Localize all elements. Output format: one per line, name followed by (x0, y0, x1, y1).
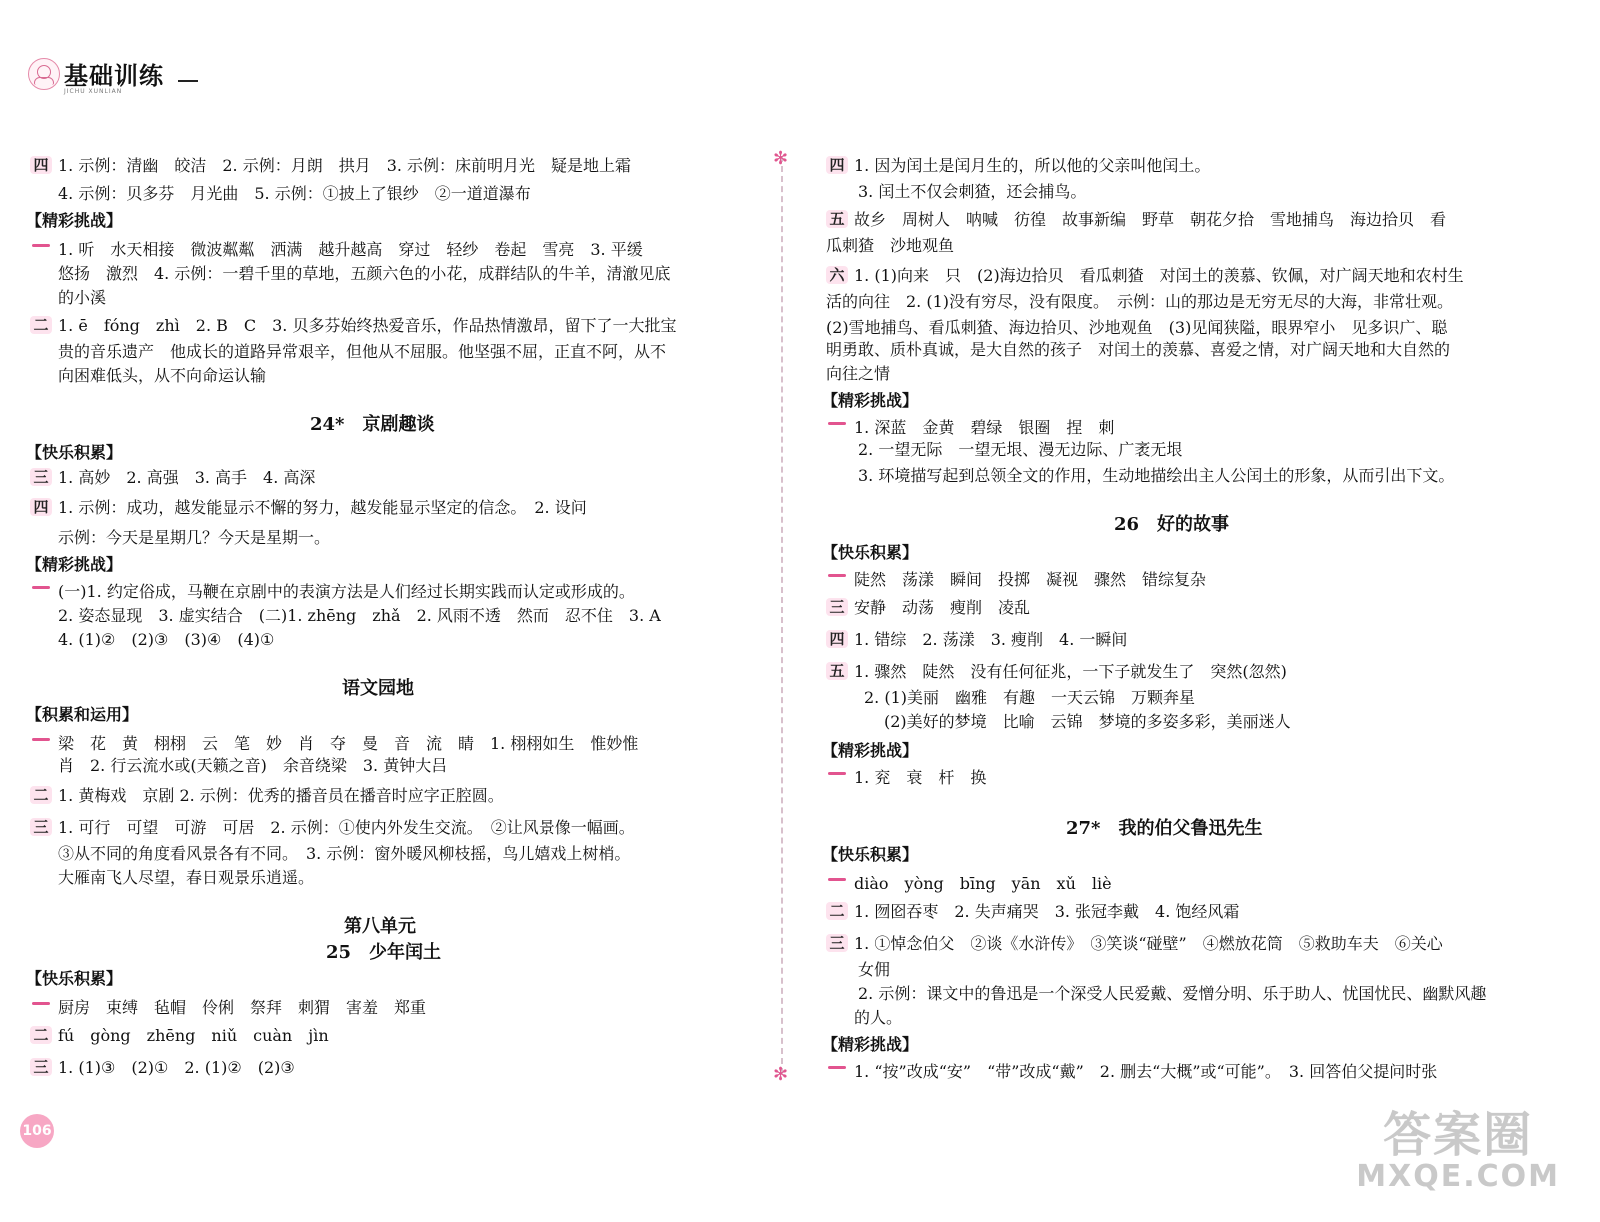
section-heading: 【精彩挑战】 (822, 1035, 919, 1054)
answer-line (826, 1058, 1437, 1082)
answer-text: 1. 可行 可望 可游 可居 2. 示例：①使内外发生交流。 ②让风景像一幅画。 (58, 818, 635, 837)
answer-text: 1. 高妙 2. 高强 3. 高手 4. 高深 (58, 468, 316, 487)
answer-text: 1. 示例：清幽 皎洁 2. 示例：月朗 拱月 3. 示例：床前明月光 疑是地上霜 (58, 156, 632, 175)
question-number-badge: 五 (826, 662, 848, 680)
answer-line (826, 210, 1446, 230)
question-number-badge (826, 1058, 848, 1076)
answer-line (858, 440, 1182, 460)
question-number-badge: 四 (30, 498, 52, 516)
answer-line (58, 366, 266, 386)
answer-text: 梁 花 黄 栩栩 云 笔 妙 肖 夺 曼 音 流 睛 1. 栩栩如生 惟妙惟 (58, 734, 639, 753)
answer-line (58, 528, 330, 548)
answer-line (826, 318, 1447, 338)
answer-text: 向往之情 (826, 364, 891, 383)
question-number-badge: 二 (30, 1026, 52, 1044)
answer-line (30, 786, 504, 806)
answer-line (826, 566, 1206, 590)
answer-line (58, 630, 274, 650)
answer-line (858, 182, 1086, 202)
lesson-title: 语文园地 (342, 678, 414, 699)
answer-line (884, 712, 1291, 732)
answer-text: 瓜刺猹 沙地观鱼 (826, 236, 955, 255)
answer-line (30, 468, 315, 488)
answer-text: 女佣 (858, 960, 891, 979)
answer-line (30, 1026, 329, 1046)
question-number-badge (826, 566, 848, 584)
answer-line (30, 578, 635, 602)
answer-text: (一)1. 约定俗成，马鞭在京剧中的表演方法是人们经过长期实践而认定或形成的。 (58, 582, 635, 601)
header-rule (178, 80, 198, 82)
answer-text: 1. (1)③ (2)① 2. (1)② (2)③ (58, 1058, 295, 1077)
lesson-title: 25 少年闰土 (326, 942, 442, 963)
answer-line (854, 1008, 902, 1028)
question-number-badge (30, 578, 52, 596)
question-number-badge: 三 (30, 1058, 52, 1076)
answer-text: 安静 动荡 瘦削 凌乱 (854, 598, 1031, 617)
question-number-badge: 六 (826, 266, 848, 284)
answer-text: 4. 示例：贝多芬 月光曲 5. 示例：①披上了银纱 ②一道道瀑布 (58, 184, 531, 203)
question-number-badge: 五 (826, 210, 848, 228)
answer-line (858, 984, 1486, 1004)
watermark: 答案圈 MXQE.COM (1356, 1107, 1560, 1194)
series-title: 基础训练 (64, 62, 164, 90)
answer-line (826, 902, 1239, 922)
answer-line (858, 466, 1454, 486)
answer-text: 2. (1)美丽 幽雅 有趣 一天云锦 万颗奔星 (864, 688, 1196, 707)
mascot-logo-icon (28, 58, 60, 90)
answer-text: 1. ē fóng zhì 2. B C 3. 贝多芬始终热爱音乐，作品热情激昂，留下了一大批宝 (58, 316, 677, 335)
question-number-badge: 三 (826, 934, 848, 952)
answer-text: 1. 黄梅戏 京剧 2. 示例：优秀的播音员在播音时应字正腔圆。 (58, 786, 504, 805)
section-heading: 【精彩挑战】 (822, 391, 919, 410)
flower-ornament-icon: ✻ (773, 1064, 789, 1085)
lesson-title: 第八单元 (344, 916, 416, 937)
question-number-badge (826, 764, 848, 782)
answer-text: 肖 2. 行云流水或(天籁之音) 余音绕梁 3. 黄钟大吕 (58, 756, 448, 775)
answer-text: 3. 闰土不仅会刺猹，还会捕鸟。 (858, 182, 1087, 201)
answer-line (30, 818, 635, 838)
answer-text: 1. 兖 衰 杆 换 (854, 768, 987, 787)
page-number: 106 (20, 1114, 54, 1148)
answer-text: 1. 骤然 陡然 没有任何征兆，一下子就发生了 突然(忽然) (854, 662, 1287, 681)
answer-text: 活的向往 2. (1)没有穷尽，没有限度。 示例：山的那边是无穷无尽的大海，非常壮观。 (826, 292, 1454, 311)
lesson-title: 24* 京剧趣谈 (310, 414, 435, 435)
answer-line (58, 342, 666, 362)
answer-line (30, 316, 676, 336)
lesson-title: 27* 我的伯父鲁迅先生 (1066, 818, 1263, 839)
question-number-badge (30, 994, 52, 1012)
question-number-badge (826, 414, 848, 432)
answer-line (30, 498, 587, 518)
answer-line (826, 934, 1443, 954)
question-number-badge (30, 236, 52, 254)
answer-text: 大雁南飞人尽望，春日观景乐逍遥。 (58, 868, 315, 887)
column-divider (781, 156, 783, 1074)
section-heading: 【精彩挑战】 (26, 555, 123, 574)
answer-line (826, 414, 1114, 438)
answer-text: 1. 因为闰土是闰月生的，所以他的父亲叫他闰土。 (854, 156, 1211, 175)
answer-text: 的人。 (854, 1008, 903, 1027)
answer-line (30, 236, 643, 260)
question-number-badge: 四 (826, 630, 848, 648)
question-number-badge: 二 (30, 786, 52, 804)
question-number-badge: 三 (30, 468, 52, 486)
answer-line (826, 236, 954, 256)
answer-text: 2. 姿态显现 3. 虚实结合 (二)1. zhēng zhǎ 2. 风雨不透 然而 忍不住 3. A (58, 606, 661, 625)
lesson-title: 26 好的故事 (1114, 514, 1230, 535)
series-subtitle: JICHU XUNLIAN (64, 88, 123, 95)
question-number-badge: 三 (826, 598, 848, 616)
answer-text: 1. “按”改成“安” “带”改成“戴” 2. 删去“大概”或“可能”。 3. 回答伯父提问时张 (854, 1062, 1438, 1081)
answer-text: 陡然 荡漾 瞬间 投掷 凝视 骤然 错综复杂 (854, 570, 1207, 589)
answer-line (826, 340, 1450, 360)
answer-line (58, 756, 447, 776)
answer-line (826, 156, 1210, 176)
answer-text: ③从不同的角度看风景各有不同。 3. 示例：窗外暖风柳枝摇，鸟儿嬉戏上树梢。 (58, 844, 631, 863)
answer-text: 4. (1)② (2)③ (3)④ (4)① (58, 630, 275, 649)
question-number-badge: 三 (30, 818, 52, 836)
answer-text: 悠扬 激烈 4. 示例：一碧千里的草地，五颜六色的小花，成群结队的牛羊，清澈见底 (58, 264, 671, 283)
answer-text: 故乡 周树人 呐喊 彷徨 故事新编 野草 朝花夕拾 雪地捕鸟 海边拾贝 看 (854, 210, 1447, 229)
question-number-badge: 四 (826, 156, 848, 174)
answer-text: 向困难低头，从不向命运认输 (58, 366, 267, 385)
answer-text: 1. ①悼念伯父 ②谈《水浒传》 ③笑谈“碰壁” ④燃放花筒 ⑤救助车夫 ⑥关心 (854, 934, 1443, 953)
answer-text: 明勇敢、质朴真诚，是大自然的孩子 对闰土的羡慕、喜爱之情，对广阔天地和大自然的 (826, 340, 1451, 359)
answer-text: (2)美好的梦境 比喻 云锦 梦境的多姿多彩，美丽迷人 (884, 712, 1291, 731)
section-heading: 【快乐积累】 (822, 543, 919, 562)
answer-text: 1. 错综 2. 荡漾 3. 瘦削 4. 一瞬间 (854, 630, 1128, 649)
section-heading: 【积累和运用】 (26, 705, 139, 724)
question-number-badge (30, 730, 52, 748)
section-heading: 【快乐积累】 (26, 969, 123, 988)
answer-line (30, 730, 638, 754)
answer-line (826, 764, 986, 788)
answer-line (58, 264, 670, 284)
question-number-badge: 四 (30, 156, 52, 174)
answer-text: (2)雪地捕鸟、看瓜刺猹、海边拾贝、沙地观鱼 (3)见闻狭隘，眼界窄小 见多识广、聪 (826, 318, 1448, 337)
answer-text: fú gòng zhēng niǔ cuàn jìn (58, 1026, 329, 1045)
section-heading: 【精彩挑战】 (26, 211, 123, 230)
answer-line (30, 156, 631, 176)
answer-line (58, 184, 531, 204)
question-number-badge (826, 870, 848, 888)
answer-line (864, 688, 1195, 708)
answer-text: 3. 环境描写起到总领全文的作用，生动地描绘出主人公闰土的形象，从而引出下文。 (858, 466, 1455, 485)
answer-line (30, 1058, 295, 1078)
answer-line (826, 292, 1453, 312)
answer-text: 1. 示例：成功，越发能显示不懈的努力，越发能显示坚定的信念。 2. 设问 (58, 498, 587, 517)
answer-text: 示例：今天是星期几？今天是星期一。 (58, 528, 331, 547)
section-heading: 【快乐积累】 (822, 845, 919, 864)
answer-line (858, 960, 890, 980)
answer-line (826, 630, 1127, 650)
answer-text: 1. 听 水天相接 微波粼粼 洒满 越升越高 穿过 轻纱 卷起 雪亮 3. 平缓 (58, 240, 643, 259)
answer-line (826, 870, 1112, 894)
answer-text: 2. 一望无际 一望无垠、漫无边际、广袤无垠 (858, 440, 1183, 459)
answer-text: 1. (1)向来 只 (2)海边拾贝 看瓜刺猹 对闰土的羡慕、钦佩，对广阔天地和农村生 (854, 266, 1464, 285)
answer-line (58, 868, 314, 888)
answer-line (826, 364, 890, 384)
answer-text: 的小溪 (58, 288, 107, 307)
answer-line (58, 288, 106, 308)
question-number-badge: 二 (30, 316, 52, 334)
flower-ornament-icon: ✻ (773, 148, 789, 169)
section-heading: 【快乐积累】 (26, 443, 123, 462)
answer-line (826, 266, 1464, 286)
answer-line (58, 844, 630, 864)
answer-text: 2. 示例：课文中的鲁迅是一个深受人民爱戴、爱憎分明、乐于助人、忧国忧民、幽默风趣 (858, 984, 1487, 1003)
question-number-badge: 二 (826, 902, 848, 920)
answer-text: diào yòng bīng yān xǔ liè (854, 874, 1112, 893)
answer-line (58, 606, 661, 626)
answer-line (826, 662, 1287, 682)
answer-text: 贵的音乐遗产 他成长的道路异常艰辛，但他从不屈服。他坚强不屈，正直不阿，从不 (58, 342, 667, 361)
section-heading: 【精彩挑战】 (822, 741, 919, 760)
answer-text: 厨房 束缚 毡帽 伶俐 祭拜 刺猬 害羞 郑重 (58, 998, 427, 1017)
answer-line (30, 994, 426, 1018)
answer-text: 1. 囫囵吞枣 2. 失声痛哭 3. 张冠李戴 4. 饱经风霜 (854, 902, 1240, 921)
answer-line (826, 598, 1030, 618)
answer-text: 1. 深蓝 金黄 碧绿 银圈 捏 刺 (854, 418, 1115, 437)
